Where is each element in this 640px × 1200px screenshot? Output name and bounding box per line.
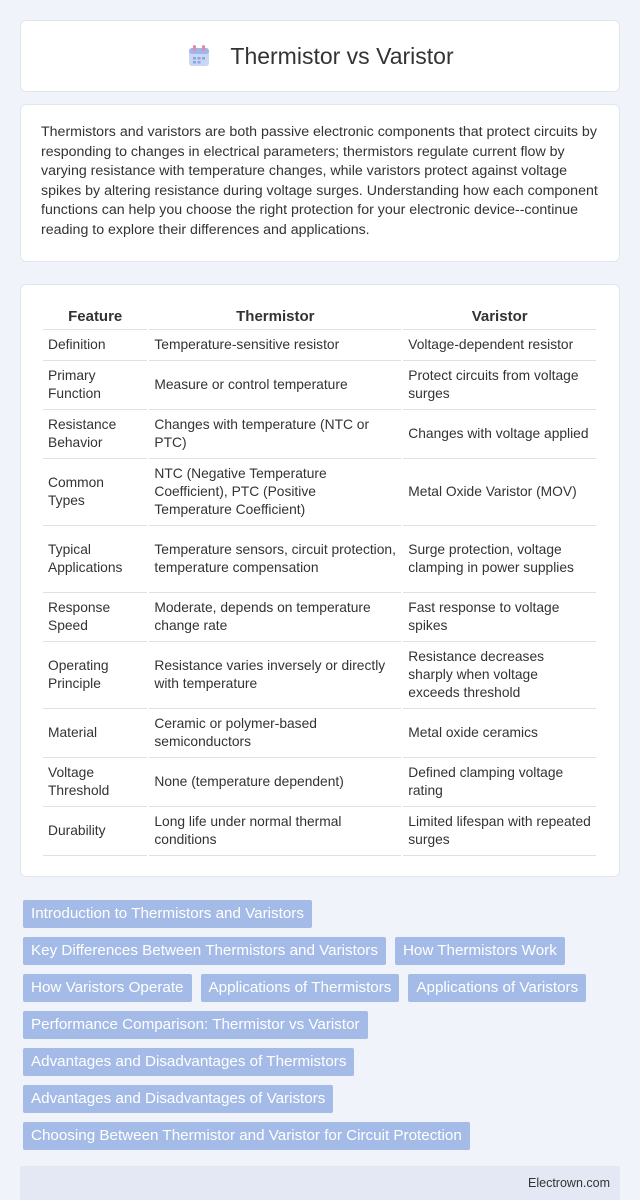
intro-paragraph: Thermistors and varistors are both passive electronic components that protect circuits by responding to changes in electrical parameters; thermistors regulate current flow by varying resistance with temperature changes, while varistors protect against voltage spikes by altering resistance during voltage surges. Understanding how each component functions can help you choose the right protection for your electronic device--continue reading to explore their differences and applications. <box>41 124 598 238</box>
cell-feature: Definition <box>43 330 147 361</box>
link-row <box>20 1011 620 1039</box>
link-advantages-varistors[interactable]: Advantages and Disadvantages of Varistors <box>23 1085 333 1113</box>
link-applications-varistors[interactable]: Applications of Varistors <box>408 974 586 1002</box>
cell-varistor: Resistance decreases sharply when voltage exceeds threshold <box>403 642 596 709</box>
table-row <box>43 410 596 459</box>
cell-feature: Response Speed <box>43 593 147 642</box>
header-varistor: Varistor <box>403 303 596 330</box>
cell-varistor: Metal Oxide Varistor (MOV) <box>403 459 596 526</box>
intro-card <box>20 104 620 262</box>
header-card <box>20 20 620 92</box>
cell-varistor: Defined clamping voltage rating <box>403 758 596 807</box>
cell-thermistor: Changes with temperature (NTC or PTC) <box>149 410 401 459</box>
cell-thermistor: Temperature sensors, circuit protection, temperature compensation <box>149 526 401 593</box>
comparison-table-card <box>20 284 620 877</box>
table-row <box>43 526 596 593</box>
topic-links <box>20 900 620 1159</box>
table-row <box>43 459 596 526</box>
cell-feature: Common Types <box>43 459 147 526</box>
link-row <box>20 1048 620 1076</box>
cell-thermistor: Measure or control temperature <box>149 361 401 410</box>
footer <box>20 1166 620 1200</box>
cell-feature: Voltage Threshold <box>43 758 147 807</box>
link-row <box>20 900 620 928</box>
link-applications-thermistors[interactable]: Applications of Thermistors <box>201 974 400 1002</box>
link-key-differences[interactable]: Key Differences Between Thermistors and Varistors <box>23 937 386 965</box>
cell-thermistor: None (temperature dependent) <box>149 758 401 807</box>
cell-varistor: Protect circuits from voltage surges <box>403 361 596 410</box>
cell-feature: Operating Principle <box>43 642 147 709</box>
link-advantages-thermistors[interactable]: Advantages and Disadvantages of Thermistors <box>23 1048 354 1076</box>
page-title: Thermistor vs Varistor <box>230 42 454 69</box>
table-row <box>43 642 596 709</box>
cell-feature: Material <box>43 709 147 758</box>
cell-thermistor: NTC (Negative Temperature Coefficient), PTC (Positive Temperature Coefficient) <box>149 459 401 526</box>
table-row <box>43 361 596 410</box>
header-feature: Feature <box>43 303 147 330</box>
cell-varistor: Voltage-dependent resistor <box>403 330 596 361</box>
table-header-row <box>43 303 596 330</box>
link-row <box>20 1122 620 1150</box>
link-how-varistors-operate[interactable]: How Varistors Operate <box>23 974 192 1002</box>
table-row <box>43 593 596 642</box>
table-row <box>43 758 596 807</box>
table-row <box>43 330 596 361</box>
cell-thermistor: Long life under normal thermal conditions <box>149 807 401 856</box>
table-row <box>43 709 596 758</box>
cell-varistor: Surge protection, voltage clamping in power supplies <box>403 526 596 593</box>
link-choosing-protection[interactable]: Choosing Between Thermistor and Varistor for Circuit Protection <box>23 1122 470 1150</box>
link-row <box>20 974 620 1002</box>
link-how-thermistors-work[interactable]: How Thermistors Work <box>395 937 565 965</box>
cell-feature: Primary Function <box>43 361 147 410</box>
cell-feature: Typical Applications <box>43 526 147 593</box>
cell-varistor: Metal oxide ceramics <box>403 709 596 758</box>
comparison-table <box>41 303 598 856</box>
cell-varistor: Changes with voltage applied <box>403 410 596 459</box>
cell-thermistor: Moderate, depends on temperature change rate <box>149 593 401 642</box>
cell-feature: Durability <box>43 807 147 856</box>
calendar-icon <box>186 43 212 69</box>
cell-feature: Resistance Behavior <box>43 410 147 459</box>
link-performance-comparison[interactable]: Performance Comparison: Thermistor vs Varistor <box>23 1011 368 1039</box>
footer-brand[interactable]: Electrown.com <box>528 1176 610 1190</box>
header-thermistor: Thermistor <box>149 303 401 330</box>
cell-varistor: Fast response to voltage spikes <box>403 593 596 642</box>
link-row <box>20 937 620 965</box>
cell-varistor: Limited lifespan with repeated surges <box>403 807 596 856</box>
link-row <box>20 1085 620 1113</box>
cell-thermistor: Resistance varies inversely or directly with temperature <box>149 642 401 709</box>
cell-thermistor: Ceramic or polymer-based semiconductors <box>149 709 401 758</box>
link-introduction[interactable]: Introduction to Thermistors and Varistors <box>23 900 312 928</box>
cell-thermistor: Temperature-sensitive resistor <box>149 330 401 361</box>
table-row <box>43 807 596 856</box>
